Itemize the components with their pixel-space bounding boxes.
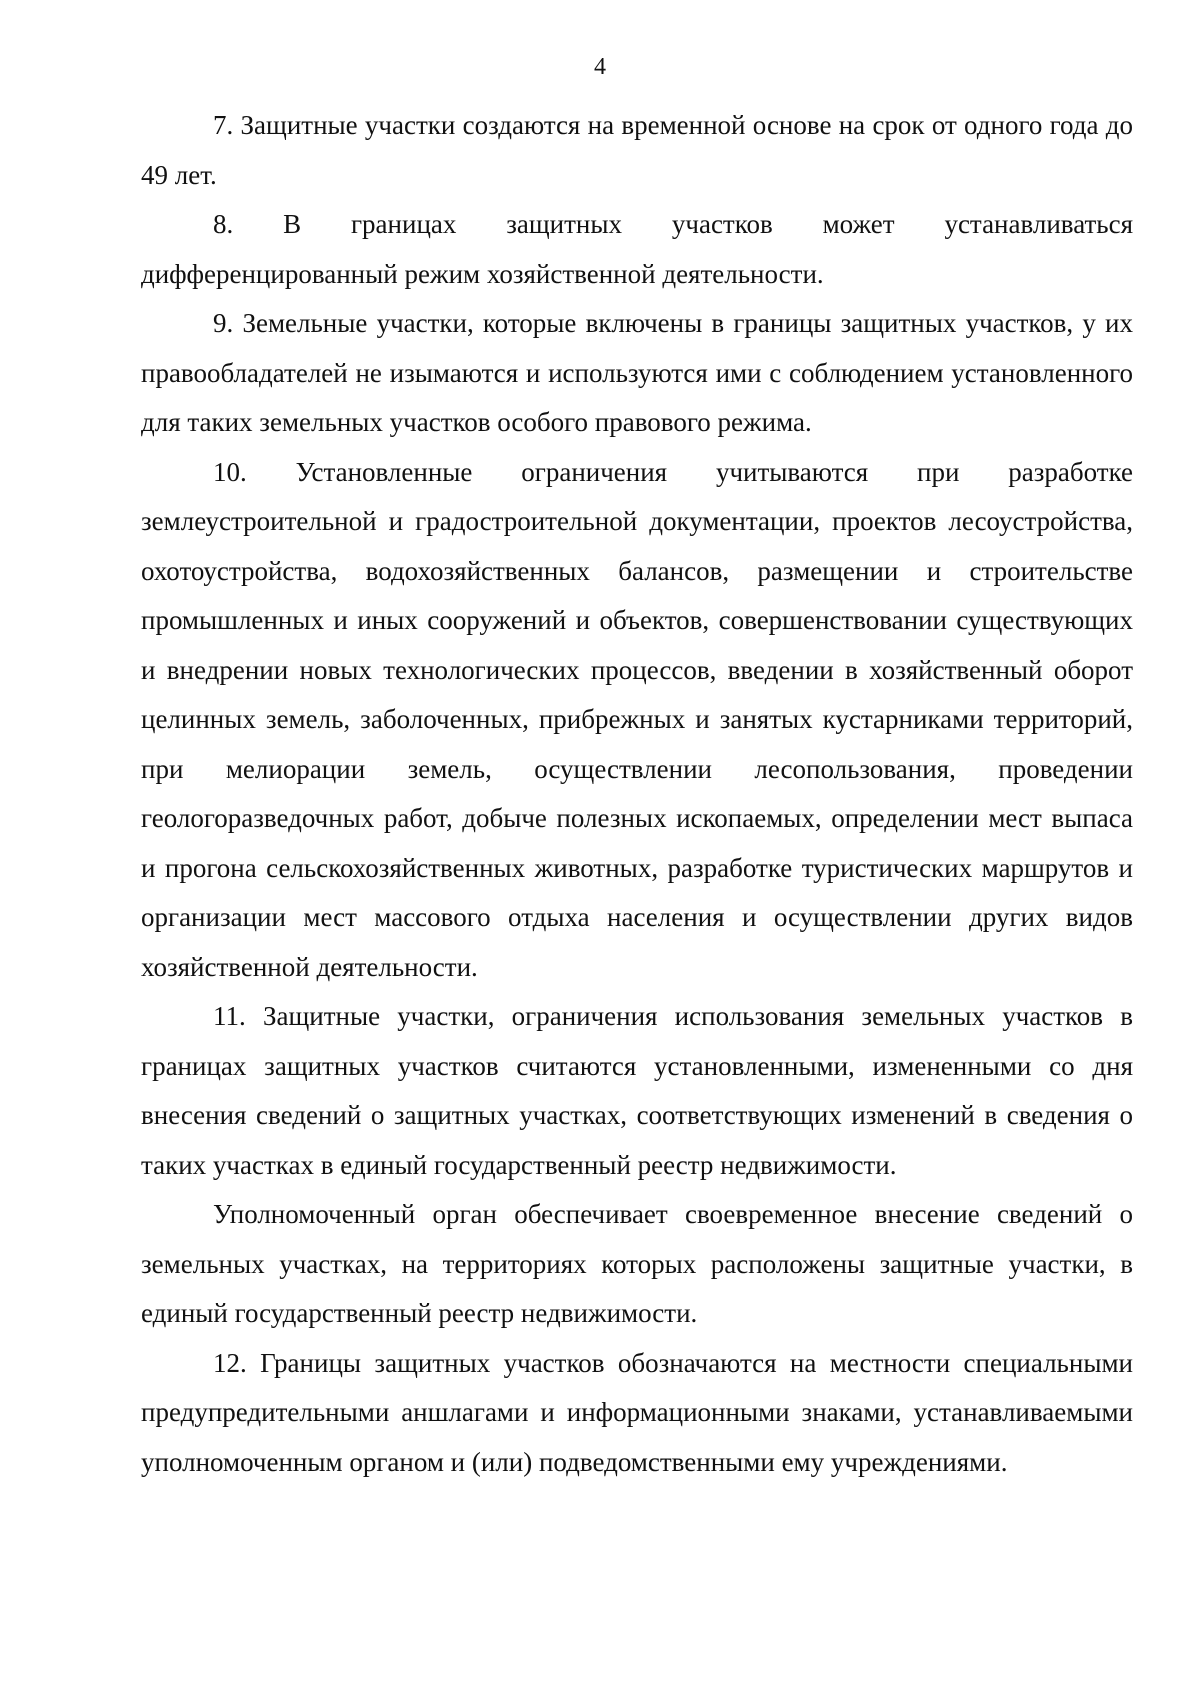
- paragraph-8: 8. В границах защитных участков может устанавливаться дифференцированный режим хозяйственной деятельности.: [141, 209, 1133, 289]
- paragraph-11-continued: Уполномоченный орган обеспечивает своевременное внесение сведений о земельных участках, на территориях которых расположены защитные участки, в единый государственный реестр недвижимости.: [141, 1199, 1133, 1328]
- paragraph-10: 10. Установленные ограничения учитываются при разработке землеустроительной и градостроительной документации, проектов лесоустройства, охотоустройства, водохозяйственных балансов, размещении и строительстве промышленных и иных сооружений и объектов, совершенствовании существующих и внедрении новых технологических процессов, введении в хозяйственный оборот целинных земель, заболоченных, прибрежных и занятых кустарниками территорий, при мелиорации земель, осуществлении лесопользования, проведении геологоразведочных работ, добыче полезных ископаемых, определении мест выпаса и прогона сельскохозяйственных животных, разработке туристических маршрутов и организации мест массового отдыха населения и осуществлении других видов хозяйственной деятельности.: [141, 456, 1133, 982]
- page-number: 4: [594, 54, 606, 80]
- document-body: [141, 101, 1133, 1487]
- paragraph-9: 9. Земельные участки, которые включены в границы защитных участков, у их правообладателей не изымаются и используются ими с соблюдением установленного для таких земельных участков особого правового режима.: [141, 308, 1133, 437]
- paragraph-12: 12. Границы защитных участков обозначаются на местности специальными предупредительными аншлагами и информационными знаками, устанавливаемыми уполномоченным органом и (или) подведомственными ему учреждениями.: [141, 1347, 1133, 1477]
- paragraph-7: 7. Защитные участки создаются на временной основе на срок от одного года до 49 лет.: [141, 110, 1133, 190]
- paragraph-11: 11. Защитные участки, ограничения использования земельных участков в границах защитных участков считаются установленными, измененными со дня внесения сведений о защитных участках, соответствующих изменений в сведения о таких участках в единый государственный реестр недвижимости.: [141, 1001, 1133, 1180]
